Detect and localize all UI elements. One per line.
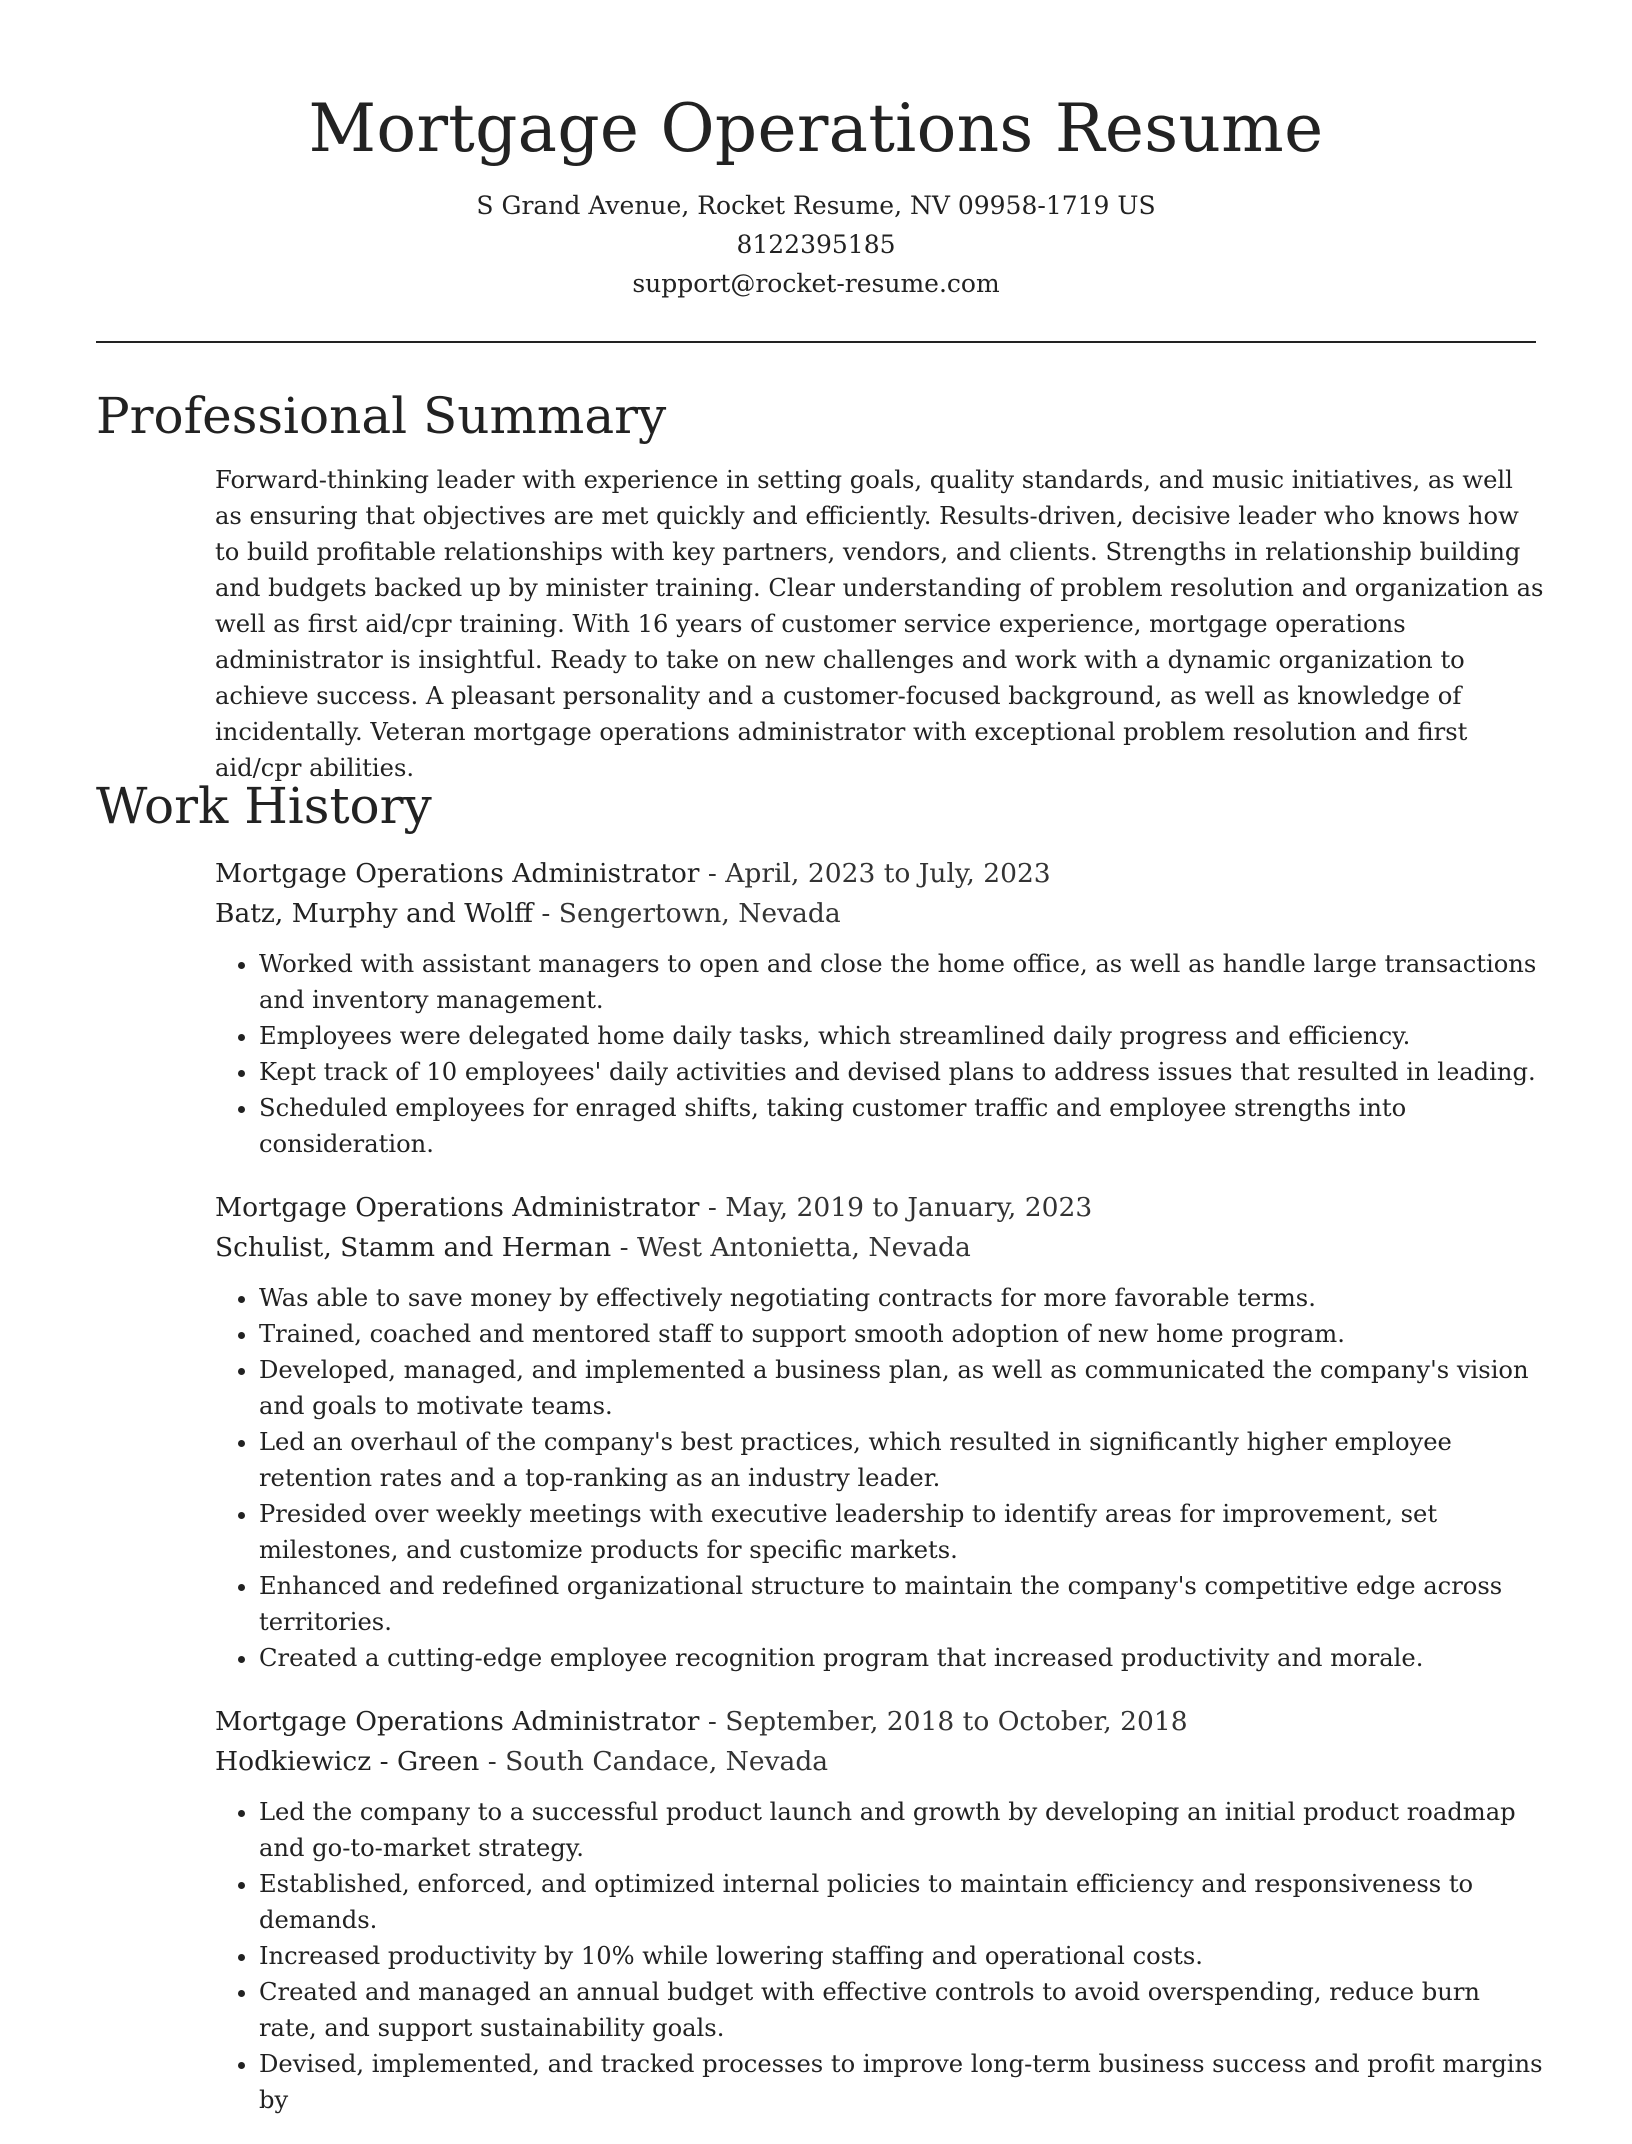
- job-dates: April, 2023 to July, 2023: [725, 858, 1051, 889]
- work-history: [215, 854, 1545, 2144]
- job-bullet: • Kept track of 10 employees' daily activities and devised plans to address issues that resulted in leading.: [259, 1054, 1545, 1090]
- header-divider: [96, 341, 1536, 343]
- job-location: West Antonietta, Nevada: [636, 1232, 971, 1263]
- job-bullet: • Established, enforced, and optimized internal policies to maintain efficiency and responsiveness to demands.: [259, 1866, 1545, 1938]
- job-bullet: • Devised, implemented, and tracked processes to improve long-term business success and profit margins by: [259, 2046, 1545, 2118]
- job-company: Schulist, Stamm and Herman: [215, 1232, 612, 1263]
- job-bullet: • Presided over weekly meetings with executive leadership to identify areas for improvement, set milestones, and customize products for specific markets.: [259, 1496, 1545, 1568]
- contact-email: support@rocket-resume.com: [632, 269, 1000, 298]
- job-title-line: Mortgage Operations Administrator - September, 2018 to October, 2018: [215, 1706, 1188, 1737]
- job-bullet: • Led an overhaul of the company's best practices, which resulted in significantly higher employee retention rates and a top-ranking as an industry leader.: [259, 1424, 1545, 1496]
- job-title-line: Mortgage Operations Administrator - May, 2019 to January, 2023: [215, 1192, 1093, 1223]
- job-bullet: • Trained, coached and mentored staff to support smooth adoption of new home program.: [259, 1316, 1545, 1352]
- resume-title: Mortgage Operations Resume: [308, 90, 1324, 167]
- job-company-line: Batz, Murphy and Wolff - Sengertown, Nevada: [215, 898, 841, 929]
- job-role: Mortgage Operations Administrator: [215, 1192, 700, 1223]
- job-bullet: • Enhanced and redefined organizational structure to maintain the company's competitive edge across territories.: [259, 1568, 1545, 1640]
- job-company-line: Hodkiewicz - Green - South Candace, Nevada: [215, 1746, 829, 1777]
- job-location: South Candace, Nevada: [505, 1746, 829, 1777]
- job-dates: May, 2019 to January, 2023: [725, 1192, 1093, 1223]
- job-bullet: • Increased productivity by 10% while lowering staffing and operational costs.: [259, 1938, 1545, 1974]
- work-history-heading: Work History: [96, 777, 432, 835]
- job-bullets: [215, 946, 1545, 1162]
- job-company-line: Schulist, Stamm and Herman - West Antonietta, Nevada: [215, 1232, 971, 1263]
- job-company: Batz, Murphy and Wolff: [215, 898, 533, 929]
- job-bullet: • Created and managed an annual budget with effective controls to avoid overspending, reduce burn rate, and support sustainability goals.: [259, 1974, 1545, 2046]
- job-bullet: • Worked with assistant managers to open and close the home office, as well as handle large transactions and inventory management.: [259, 946, 1545, 1018]
- job-role: Mortgage Operations Administrator: [215, 1706, 700, 1737]
- summary-heading: Professional Summary: [96, 387, 667, 445]
- job-entry: [215, 1188, 1545, 1676]
- job-bullet: • Created a cutting-edge employee recognition program that increased productivity and morale.: [259, 1640, 1545, 1676]
- job-entry: [215, 854, 1545, 1162]
- job-company: Hodkiewicz - Green: [215, 1746, 480, 1777]
- contact-info: [0, 186, 1632, 303]
- job-location: Sengertown, Nevada: [558, 898, 841, 929]
- resume-header: [0, 0, 1632, 303]
- job-bullet: • Scheduled employees for enraged shifts, taking customer traffic and employee strengths into consideration.: [259, 1090, 1545, 1162]
- job-bullet: • Led the company to a successful product launch and growth by developing an initial product roadmap and go-to-market strategy.: [259, 1794, 1545, 1866]
- job-bullet: • Employees were delegated home daily tasks, which streamlined daily progress and efficiency.: [259, 1018, 1545, 1054]
- job-dates: September, 2018 to October, 2018: [725, 1706, 1188, 1737]
- contact-address: S Grand Avenue, Rocket Resume, NV 09958-1719 US: [476, 191, 1156, 220]
- job-role: Mortgage Operations Administrator: [215, 858, 700, 889]
- job-bullets: [215, 1280, 1545, 1676]
- summary-text: Forward-thinking leader with experience in setting goals, quality standards, and music initiatives, as well as ensuring that objectives are met quickly and efficiently. Results-driven, decisive leader who knows how to build profitable relationships with key partners, vendors, and clients. Strengths in relationship building and budgets backed up by minister training. Clear understanding of problem resolution and organization as well as first aid/cpr training. With 16 years of customer service experience, mortgage operations administrator is insightful. Ready to take on new challenges and work with a dynamic organization to achieve success. A pleasant personality and a customer-focused background, as well as knowledge of incidentally. Veteran mortgage operations administrator with exceptional problem resolution and first aid/cpr abilities.: [215, 466, 1544, 782]
- job-entry: [215, 1702, 1545, 2118]
- job-bullet: • Developed, managed, and implemented a business plan, as well as communicated the company's vision and goals to motivate teams.: [259, 1352, 1545, 1424]
- contact-phone: 8122395185: [736, 230, 896, 259]
- job-bullets: [215, 1794, 1545, 2118]
- job-bullet: • Was able to save money by effectively negotiating contracts for more favorable terms.: [259, 1280, 1545, 1316]
- job-title-line: Mortgage Operations Administrator - April, 2023 to July, 2023: [215, 858, 1051, 889]
